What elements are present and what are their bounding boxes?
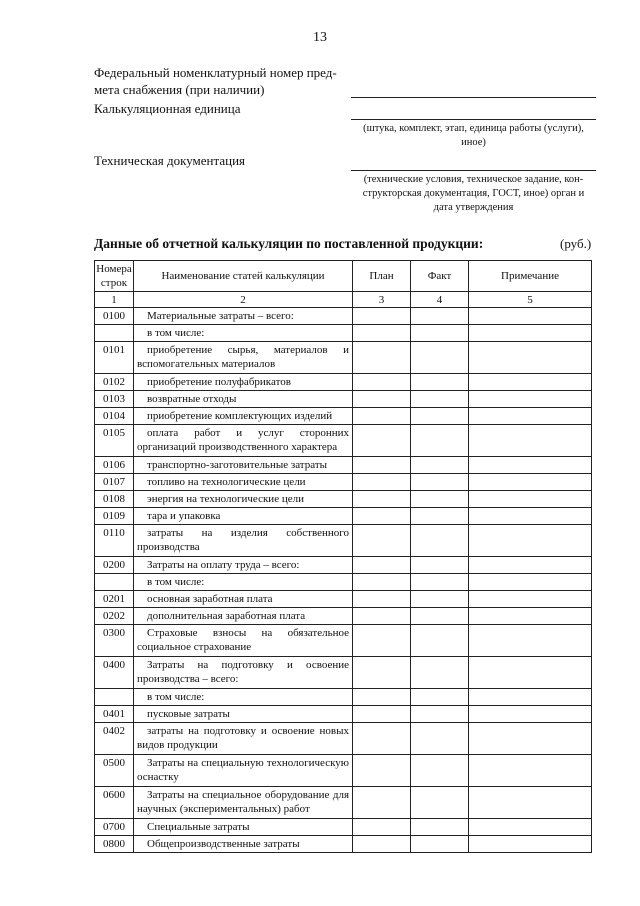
row-plan-cell[interactable] <box>353 557 411 574</box>
row-plan-cell[interactable] <box>353 723 411 755</box>
table-row <box>95 723 592 755</box>
table-row <box>95 408 592 425</box>
row-plan-cell[interactable] <box>353 457 411 474</box>
row-plan-cell[interactable] <box>353 391 411 408</box>
row-code: 0106 <box>95 457 134 474</box>
row-fact-cell[interactable] <box>411 625 469 657</box>
table-row <box>95 457 592 474</box>
row-item-name <box>134 625 353 657</box>
table-row <box>95 657 592 689</box>
row-item-text: топливо на технологические цели <box>147 476 306 488</box>
row-plan-cell[interactable] <box>353 408 411 425</box>
row-fact-cell[interactable] <box>411 574 469 591</box>
row-plan-cell[interactable] <box>353 657 411 689</box>
nomenclature-label: Федеральный номенклатурный номер пред- мета снабжения (при наличии) <box>94 65 337 97</box>
row-code: 0101 <box>95 342 134 374</box>
col-number-4: 4 <box>411 292 469 308</box>
row-item-name <box>134 819 353 836</box>
row-note-cell[interactable] <box>469 787 592 819</box>
page-number: 13 <box>313 30 327 45</box>
row-item-name <box>134 508 353 525</box>
row-fact-cell[interactable] <box>411 657 469 689</box>
row-note-cell[interactable] <box>469 723 592 755</box>
row-item-text: оплата работ и услуг сторонних организаций производственного характера <box>137 427 349 453</box>
docs-field-line[interactable] <box>351 170 596 171</box>
row-item-text: транспортно-заготовительные затраты <box>147 459 328 471</box>
row-code: 0200 <box>95 557 134 574</box>
row-fact-cell[interactable] <box>411 491 469 508</box>
row-item-name <box>134 591 353 608</box>
unit-hint: (штука, комплект, этап, единица работы (услуги), иное) <box>363 123 584 148</box>
row-item-text: в том числе: <box>147 576 205 588</box>
row-item-name <box>134 325 353 342</box>
row-item-text: возвратные отходы <box>147 393 237 405</box>
row-fact-cell[interactable] <box>411 557 469 574</box>
table-row <box>95 391 592 408</box>
row-plan-cell[interactable] <box>353 625 411 657</box>
row-item-name <box>134 836 353 853</box>
row-item-name <box>134 342 353 374</box>
row-note-cell[interactable] <box>469 342 592 374</box>
row-item-text: дополнительная заработная плата <box>147 610 306 622</box>
row-code: 0800 <box>95 836 134 853</box>
row-code: 0401 <box>95 706 134 723</box>
row-plan-cell[interactable] <box>353 574 411 591</box>
header-note: Примечание <box>469 261 592 292</box>
table-row <box>95 755 592 787</box>
row-item-name <box>134 574 353 591</box>
row-item-text: Общепроизводственные затраты <box>147 838 300 850</box>
row-note-cell[interactable] <box>469 625 592 657</box>
table-row <box>95 342 592 374</box>
row-note-cell[interactable] <box>469 425 592 457</box>
row-item-text: Затраты на оплату труда – всего: <box>147 559 300 571</box>
row-note-cell[interactable] <box>469 491 592 508</box>
header-fact: Факт <box>411 261 469 292</box>
table-row <box>95 591 592 608</box>
table-row <box>95 557 592 574</box>
row-code: 0107 <box>95 474 134 491</box>
row-note-cell[interactable] <box>469 408 592 425</box>
unit-field-line[interactable] <box>351 119 596 120</box>
row-code: 0105 <box>95 425 134 457</box>
row-item-name <box>134 608 353 625</box>
row-code: 0100 <box>95 308 134 325</box>
row-note-cell[interactable] <box>469 706 592 723</box>
row-note-cell[interactable] <box>469 457 592 474</box>
row-item-name <box>134 689 353 706</box>
row-fact-cell[interactable] <box>411 325 469 342</box>
row-note-cell[interactable] <box>469 689 592 706</box>
row-code: 0104 <box>95 408 134 425</box>
row-note-cell[interactable] <box>469 508 592 525</box>
row-code: 0202 <box>95 608 134 625</box>
row-plan-cell[interactable] <box>353 689 411 706</box>
col-number-3: 3 <box>353 292 411 308</box>
table-row <box>95 787 592 819</box>
table-row <box>95 425 592 457</box>
row-item-text: основная заработная плата <box>147 593 273 605</box>
table-row <box>95 374 592 391</box>
row-plan-cell[interactable] <box>353 755 411 787</box>
row-item-text: Страховые взносы на обязательное социальное страхование <box>137 627 349 653</box>
row-plan-cell[interactable] <box>353 836 411 853</box>
row-fact-cell[interactable] <box>411 474 469 491</box>
row-note-cell[interactable] <box>469 474 592 491</box>
row-plan-cell[interactable] <box>353 325 411 342</box>
table-row <box>95 574 592 591</box>
row-fact-cell[interactable] <box>411 689 469 706</box>
row-plan-cell[interactable] <box>353 819 411 836</box>
currency-unit: (руб.) <box>560 236 592 251</box>
row-fact-cell[interactable] <box>411 819 469 836</box>
row-code: 0500 <box>95 755 134 787</box>
row-item-name <box>134 723 353 755</box>
row-plan-cell[interactable] <box>353 706 411 723</box>
row-fact-cell[interactable] <box>411 374 469 391</box>
row-plan-cell[interactable] <box>353 508 411 525</box>
row-plan-cell[interactable] <box>353 491 411 508</box>
row-fact-cell[interactable] <box>411 408 469 425</box>
table-row <box>95 325 592 342</box>
row-item-name <box>134 491 353 508</box>
row-fact-cell[interactable] <box>411 425 469 457</box>
header-plan: План <box>353 261 411 292</box>
row-item-text: в том числе: <box>147 327 205 339</box>
row-code <box>95 325 134 342</box>
row-item-text: Затраты на подготовку и освоение производства – всего: <box>137 659 349 685</box>
row-note-cell[interactable] <box>469 591 592 608</box>
row-note-cell[interactable] <box>469 325 592 342</box>
row-fact-cell[interactable] <box>411 787 469 819</box>
row-item-text: энергия на технологические цели <box>147 493 304 505</box>
row-code: 0700 <box>95 819 134 836</box>
row-fact-cell[interactable] <box>411 457 469 474</box>
row-plan-cell[interactable] <box>353 591 411 608</box>
row-note-cell[interactable] <box>469 374 592 391</box>
row-code: 0600 <box>95 787 134 819</box>
row-note-cell[interactable] <box>469 308 592 325</box>
row-plan-cell[interactable] <box>353 308 411 325</box>
row-plan-cell[interactable] <box>353 787 411 819</box>
docs-hint: (технические условия, техническое задание, кон- структорская документация, ГОСТ, иное) орган и дата утверждения <box>362 174 585 213</box>
row-code: 0400 <box>95 657 134 689</box>
row-plan-cell[interactable] <box>353 608 411 625</box>
docs-label: Техническая документация <box>94 153 246 168</box>
row-fact-cell[interactable] <box>411 723 469 755</box>
row-item-text: затраты на изделия собственного производства <box>137 527 349 553</box>
row-item-text: Материальные затраты – всего: <box>147 310 294 322</box>
table-row <box>95 525 592 557</box>
header-item-name: Наименование статей калькуляции <box>134 261 353 292</box>
row-fact-cell[interactable] <box>411 508 469 525</box>
row-plan-cell[interactable] <box>353 474 411 491</box>
row-code: 0110 <box>95 525 134 557</box>
table-row <box>95 474 592 491</box>
row-code: 0102 <box>95 374 134 391</box>
row-note-cell[interactable] <box>469 525 592 557</box>
row-code: 0108 <box>95 491 134 508</box>
row-note-cell[interactable] <box>469 608 592 625</box>
row-item-name <box>134 425 353 457</box>
row-code: 0402 <box>95 723 134 755</box>
row-note-cell[interactable] <box>469 657 592 689</box>
section-title: Данные об отчетной калькуляции по поставленной продукции: <box>94 236 484 251</box>
row-fact-cell[interactable] <box>411 591 469 608</box>
row-item-text: Затраты на специальное оборудование для научных (экспериментальных) работ <box>137 789 349 815</box>
row-item-text: Затраты на специальную технологическую оснастку <box>137 757 349 783</box>
row-fact-cell[interactable] <box>411 308 469 325</box>
row-item-text: в том числе: <box>147 691 205 703</box>
row-code <box>95 689 134 706</box>
table-row <box>95 625 592 657</box>
row-fact-cell[interactable] <box>411 706 469 723</box>
row-item-text: тара и упаковка <box>147 510 221 522</box>
row-item-name <box>134 657 353 689</box>
table-row <box>95 819 592 836</box>
row-plan-cell[interactable] <box>353 525 411 557</box>
row-item-name <box>134 408 353 425</box>
row-code: 0201 <box>95 591 134 608</box>
column-number-row <box>95 292 592 308</box>
row-item-text: приобретение комплектующих изделий <box>147 410 333 422</box>
col-number-5: 5 <box>469 292 592 308</box>
table-row <box>95 308 592 325</box>
row-fact-cell[interactable] <box>411 342 469 374</box>
row-note-cell[interactable] <box>469 574 592 591</box>
table-row <box>95 836 592 853</box>
row-plan-cell[interactable] <box>353 342 411 374</box>
row-item-text: Специальные затраты <box>147 821 250 833</box>
row-item-name <box>134 308 353 325</box>
row-fact-cell[interactable] <box>411 525 469 557</box>
row-code <box>95 574 134 591</box>
row-fact-cell[interactable] <box>411 755 469 787</box>
row-item-text: затраты на подготовку и освоение новых видов продукции <box>137 725 349 751</box>
row-item-name <box>134 787 353 819</box>
row-note-cell[interactable] <box>469 391 592 408</box>
row-item-name <box>134 474 353 491</box>
row-item-name <box>134 457 353 474</box>
header-row-number: Номера строк <box>95 261 134 292</box>
row-code: 0300 <box>95 625 134 657</box>
row-plan-cell[interactable] <box>353 425 411 457</box>
nomenclature-field-line[interactable] <box>351 97 596 98</box>
table-row <box>95 491 592 508</box>
col-number-2: 2 <box>134 292 353 308</box>
row-item-name <box>134 755 353 787</box>
row-fact-cell[interactable] <box>411 391 469 408</box>
row-note-cell[interactable] <box>469 819 592 836</box>
table-row <box>95 508 592 525</box>
row-note-cell[interactable] <box>469 755 592 787</box>
row-fact-cell[interactable] <box>411 608 469 625</box>
row-item-name <box>134 525 353 557</box>
calculation-table <box>94 260 592 853</box>
row-item-name <box>134 374 353 391</box>
table-row <box>95 706 592 723</box>
row-plan-cell[interactable] <box>353 374 411 391</box>
table-header-row <box>95 261 592 292</box>
table-row <box>95 608 592 625</box>
row-fact-cell[interactable] <box>411 836 469 853</box>
row-note-cell[interactable] <box>469 836 592 853</box>
row-item-name <box>134 557 353 574</box>
row-item-text: пусковые затраты <box>147 708 230 720</box>
row-item-text: приобретение полуфабрикатов <box>147 376 291 388</box>
row-code: 0103 <box>95 391 134 408</box>
row-item-name <box>134 706 353 723</box>
row-item-name <box>134 391 353 408</box>
col-number-1: 1 <box>95 292 134 308</box>
row-code: 0109 <box>95 508 134 525</box>
row-note-cell[interactable] <box>469 557 592 574</box>
unit-label: Калькуляционная единица <box>94 101 241 116</box>
row-item-text: приобретение сырья, материалов и вспомогательных материалов <box>137 344 349 370</box>
table-row <box>95 689 592 706</box>
